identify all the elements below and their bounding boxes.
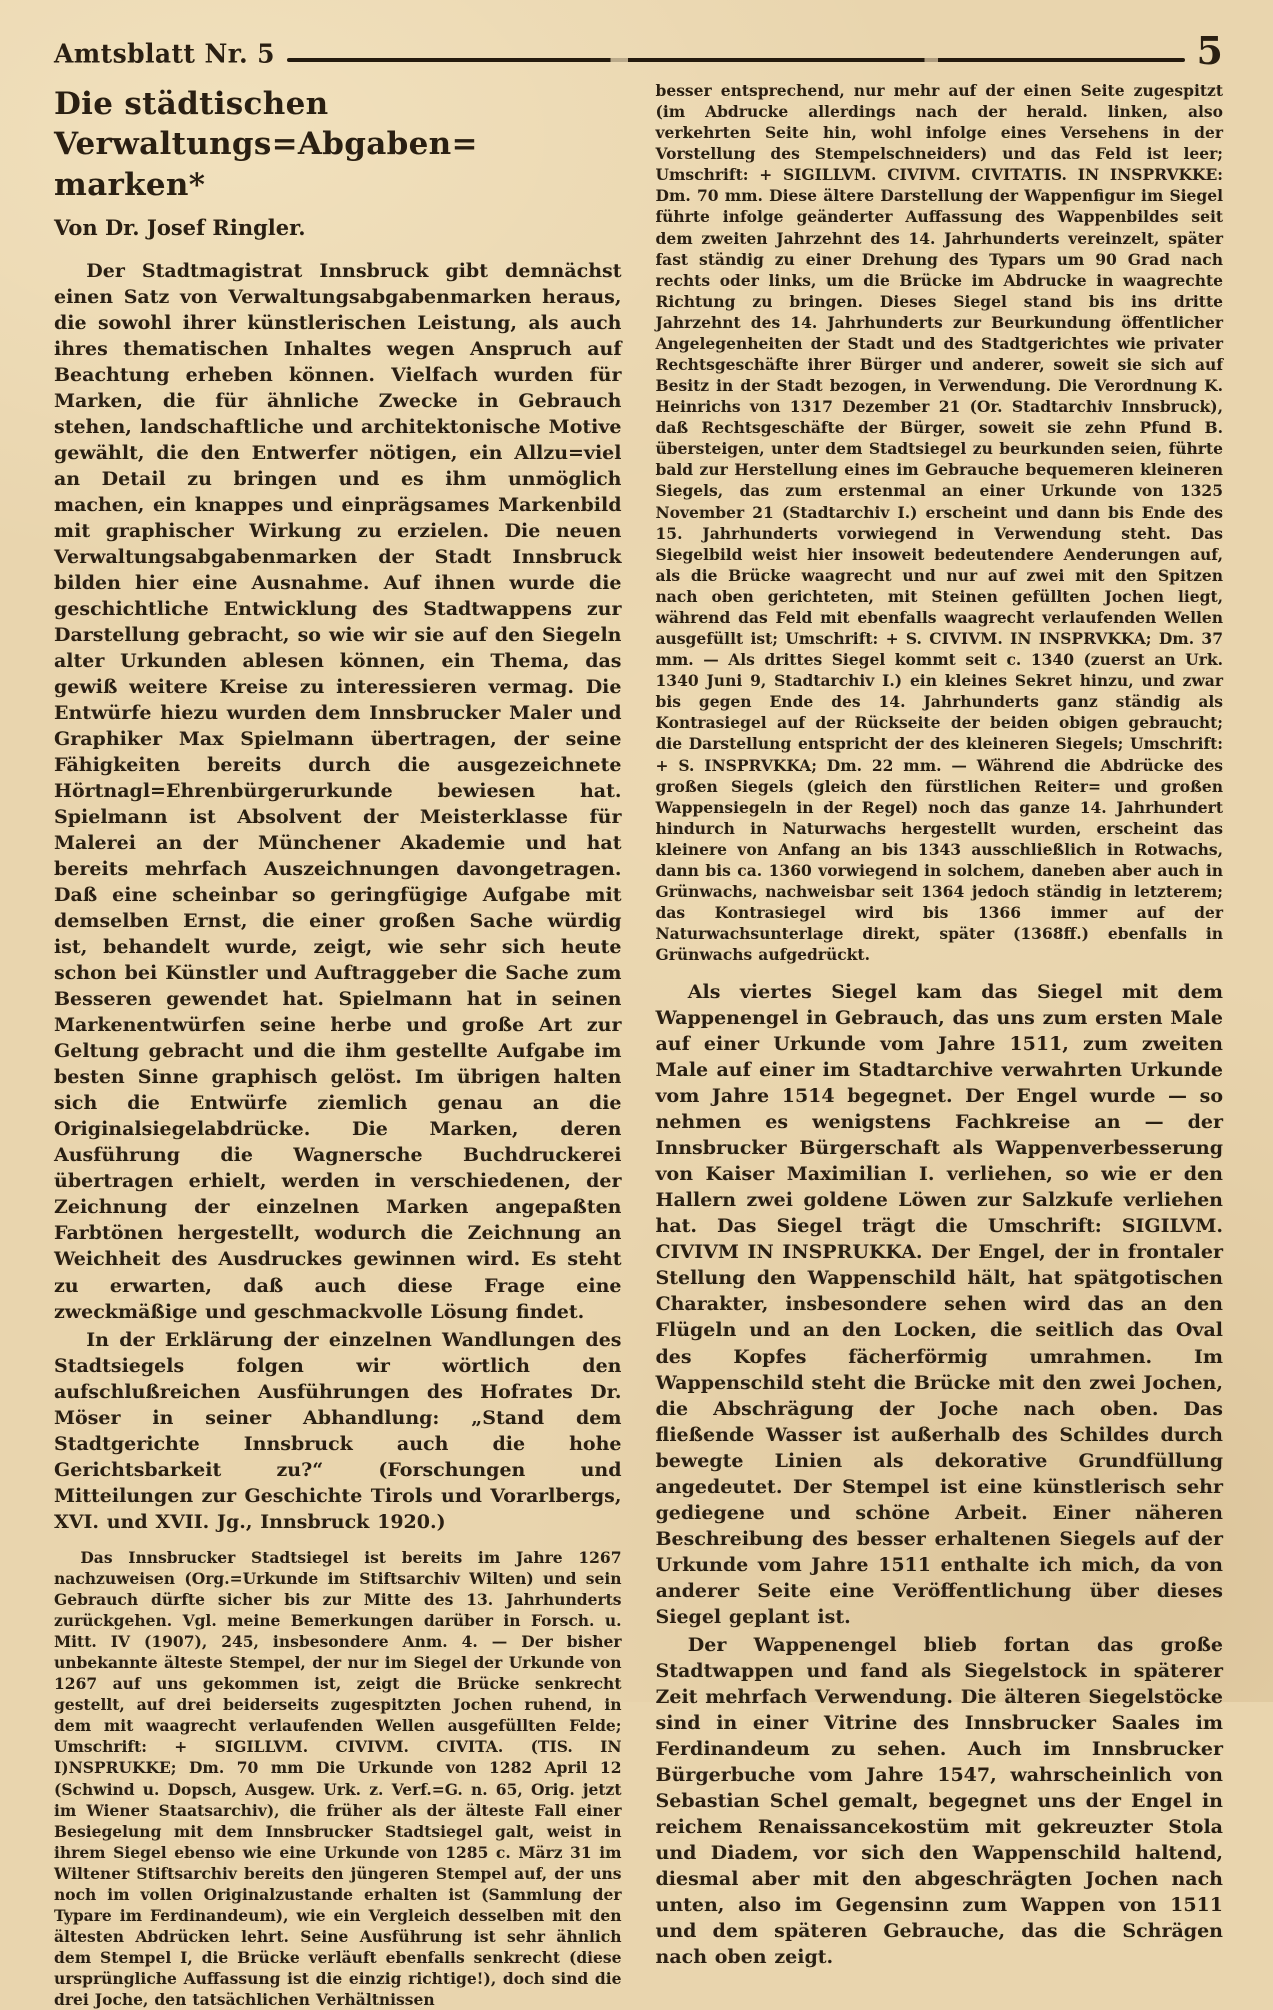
article-title [54,84,622,205]
two-column-layout [54,80,1223,2010]
article-paragraph-2: In der Erklärung der einzelnen Wandlungen des Stadtsiegels folgen wir wörtlich den aufschlußreichen Ausführungen des Hofrates Dr. Möser in seiner Abhandlung: „Stand dem Stadtgerichte Innsbruck auch die hohe Gerichtsbarkeit zu?“ (Forschungen und Mitteilungen zur Geschichte Tirols und Vorarlbergs, XVI. und XVII. Jg., Innsbruck 1920.) [54,1328,622,1533]
page-number: 5 [1196,27,1223,73]
article-title-line1: Die städtischen Verwaltungs=Abgaben= [54,86,478,163]
footnote-paragraph: Das Innsbrucker Stadtsiegel ist bereits im Jahre 1267 nachzuweisen (Org.=Urkunde im Stiftsarchiv Wilten) und sein Gebrauch dürfte sicher bis zur Mitte des 13. Jahrhunderts zurückgehen. Vgl. meine Bemerkungen darüber in Forsch. u. Mitt. IV (1907), 245, insbesondere Anm. 4. — Der bisher unbekannte älteste Stempel, der nur im Siegel der Urkunde von 1267 auf uns gekommen ist, zeigt die Brücke senkrecht gestellt, auf drei beiderseits zugespitzten Jochen ruhend, in dem mit waagrecht verlaufenden Wellen ausgefüllten Felde; Umschrift: + SIGILLVM. CIVIVM. CIVITA. (TIS. IN I)NSPRUKKE; Dm. 70 mm Die Urkunde von 1282 April 12 (Schwind u. Dopsch, Ausgew. Urk. z. Verf.=G. n. 65, Orig. jetzt im Wiener Staatsarchiv), die früher als der älteste Fall einer Besiegelung mit dem Innsbrucker Stadtsiegel galt, weist in ihrem Siegel ebenso wie eine Urkunde von 1285 c. März 31 im Wiltener Stiftsarchiv bereits den jüngeren Stempel auf, der uns noch im vollen Originalzustande erhalten ist (Sammlung der Typare im Ferdinandeum), wie ein Vergleich desselben mit den ältesten Abdrücken lehrt. Seine Ausführung ist sehr ähnlich dem Stempel I, die Brücke verläuft ebenfalls senkrecht (diese ursprüngliche Auffassung ist die einzig richtige!), doch sind die drei Joche, den tatsächlichen Verhältnissen [54,1547,622,2010]
page-header [54,26,1223,73]
header-rule [287,58,1185,62]
article-title-line2: marken* [54,166,206,203]
article-paragraph-1: Der Stadtmagistrat Innsbruck gibt demnächst einen Satz von Verwaltungsabgabenmarken heraus, die sowohl ihrer künstlerischen Leistung, als auch ihres thematischen Inhaltes wegen Anspruch auf Beachtung erheben können. Vielfach wurden für Marken, die für ähnliche Zwecke in Gebrauch stehen, landschaftliche und architektonische Motive gewählt, die den Entwerfer nötigen, ein Allzu=viel an Detail zu bringen und es ihm unmöglich machen, ein knappes und einprägsames Markenbild mit graphischer Wirkung zu erzielen. Die neuen Verwaltungsabgabenmarken der Stadt Innsbruck bilden hier eine Ausnahme. Auf ihnen wurde die geschichtliche Entwicklung des Stadtwappens zur Darstellung gebracht, so wie wir sie auf den Siegeln alter Urkunden ablesen können, ein Thema, das gewiß weitere Kreise zu interessieren vermag. Die Entwürfe hiezu wurden dem Innsbrucker Maler und Graphiker Max Spielmann übertragen, der seine Fähigkeiten bereits durch die ausgezeichnete Hörtnagl=Ehrenbürgerurkunde bewiesen hat. Spielmann ist Absolvent der Meisterklasse für Malerei an der Münchener Akademie und hat bereits mehrfach Auszeichnungen davongetragen. Daß eine scheinbar so geringfügige Aufgabe mit demselben Ernst, die einer großen Sache würdig ist, behandelt wurde, zeigt, wie sehr sich heute schon bei Künstler und Auftraggeber die Sache zum Besseren gewendet hat. Spielmann hat in seinen Markenentwürfen seine herbe und große Art zur Geltung gebracht und die ihm gestellte Aufgabe im besten Sinne graphisch gelöst. Im übrigen halten sich die Entwürfe ziemlich genau an die Originalsiegelabdrücke. Die Marken, deren Ausführung die Wagnersche Buchdruckerei übertragen erhielt, werden in verschiedenen, der Zeichnung der einzelnen Marken angepaßten Farbtönen hergestellt, wodurch die Zeichnung an Weichheit des Ausdruckes gewinnen wird. Es steht zu erwarten, daß auch diese Frage eine zweckmäßige und geschmackvolle Lösung findet. [54,259,622,1323]
article-paragraph-4: Der Wappenengel blieb fortan das große Stadtwappen und fand als Siegelstock in späterer Zeit mehrfach Verwendung. Die älteren Siegelstöcke sind in einer Vitrine des Innsbrucker Saales im Ferdinandeum zu sehen. Auch im Innsbrucker Bürgerbuche vom Jahre 1547, wahrscheinlich von Sebastian Schel gemalt, begegnet uns der Engel in reichem Renaissancekostüm mit gekreuzter Stola und Diadem, vor sich den Wappenschild haltend, diesmal aber mit den abgeschrägten Jochen nach unten, also im Gegensinn zum Wappen von 1511 und dem späteren Gebrauche, das die Schrägen nach oben zeigt. [655,1633,1223,1968]
footnote-continuation: besser entsprechend, nur mehr auf der einen Seite zugespitzt (im Abdrucke allerdings nach der herald. linken, also verkehrten Seite hin, wohl infolge eines Versehens in der Vorstellung des Stempelschneiders) und das Feld ist leer; Umschrift: + SIGILLVM. CIVIVM. CIVITATIS. IN INSPRVKKE: Dm. 70 mm. Diese ältere Darstellung der Wappenfigur im Siegel führte infolge geänderter Auffassung des Wappenbildes seit dem zweiten Jahrzehnt des 14. Jahrhunderts vereinzelt, später fast ständig zu einer Drehung des Typars um 90 Grad nach rechts oder links, um die Brücke im Abdrucke in waagrechte Richtung zu bringen. Dieses Siegel stand bis ins dritte Jahrzehnt des 14. Jahrhunderts zur Beurkundung öffentlicher Angelegenheiten der Stadt und des Stadtgerichtes wie privater Rechtsgeschäfte ihrer Bürger und anderer, soweit sie sich auf Besitz in der Stadt bezogen, in Verwendung. Die Verordnung K. Heinrichs von 1317 Dezember 21 (Or. Stadtarchiv Innsbruck), daß Rechtsgeschäfte der Bürger, soweit sie zehn Pfund B. übersteigen, unter dem Stadtsiegel zu beurkunden seien, führte bald zur Herstellung eines im Gebrauche bequemeren kleineren Siegels, das zum erstenmal an einer Urkunde von 1325 November 21 (Stadtarchiv I.) erscheint und dann bis Ende des 15. Jahrhunderts vorwiegend in Verwendung steht. Das Siegelbild weist hier insoweit bedeutendere Aenderungen auf, als die Brücke waagrecht und nur auf zwei mit den Spitzen nach oben gerichteten, mit Steinen gefüllten Jochen liegt, während das Feld mit ebenfalls waagrecht verlaufenden Wellen ausgefüllt ist; Umschrift: + S. CIVIVM. IN INSPRVKKA; Dm. 37 mm. — Als drittes Siegel kommt seit c. 1340 (zuerst an Urk. 1340 Juni 9, Stadtarchiv I.) ein kleines Sekret hinzu, und zwar bis gegen Ende des 14. Jahrhunderts ganz ständig als Kontrasiegel auf der Rückseite der beiden obigen gebraucht; die Darstellung entspricht der des kleineren Siegels; Umschrift: + S. INSPRVKKA; Dm. 22 mm. — Während die Abdrücke des großen Siegels (gleich den fürstlichen Reiter= und großen Wappensiegeln in der Regel) noch das ganze 14. Jahrhundert hindurch in Naturwachs hergestellt wurden, erscheint das kleinere von Anfang an bis 1343 ausschließlich in Rotwachs, dann bis ca. 1360 vorwiegend in solchem, daneben aber auch in Grünwachs, nachweisbar seit 1364 jedoch ständig in letzterem; das Kontrasiegel wird bis 1366 immer auf der Naturwachsunterlage direkt, später (1368ff.) ebenfalls in Grünwachs aufgedrückt. [655,81,1223,965]
journal-title: Amtsblatt Nr. 5 [54,38,275,69]
left-column [54,80,622,2010]
right-column [656,80,1224,2010]
article-byline: Von Dr. Josef Ringler. [54,214,306,240]
article-paragraph-3: Als viertes Siegel kam das Siegel mit dem Wappenengel in Gebrauch, das uns zum ersten Male auf einer Urkunde vom Jahre 1511, zum zweiten Male auf einer im Stadtarchive verwahrten Urkunde vom Jahre 1514 begegnet. Der Engel wurde — so nehmen es wenigstens Fachkreise an — der Innsbrucker Bürgerschaft als Wappenverbesserung von Kaiser Maximilian I. verliehen, so wie er den Hallern zwei goldene Löwen zur Salzkufe verliehen hat. Das Siegel trägt die Umschrift: SIGILVM. CIVIVM IN INSPRUKKA. Der Engel, der in frontaler Stellung den Wappenschild hält, hat spätgotischen Charakter, insbesondere sehen wird das an den Flügeln und an den Locken, die seitlich das Oval des Kopfes fächerförmig umrahmen. Im Wappenschild steht die Brücke mit den zwei Jochen, die Abschrägung der Joche nach oben. Das fließende Wasser ist außerhalb des Schildes durch bewegte Linien als dekorative Grundfüllung angedeutet. Der Stempel ist eine künstlerisch sehr gediegene und schöne Arbeit. Einer näheren Beschreibung des besser erhaltenen Siegels auf der Urkunde vom Jahre 1511 enthalte ich mich, da von anderer Seite eine Veröffentlichung über dieses Siegel geplant ist. [655,981,1223,1628]
